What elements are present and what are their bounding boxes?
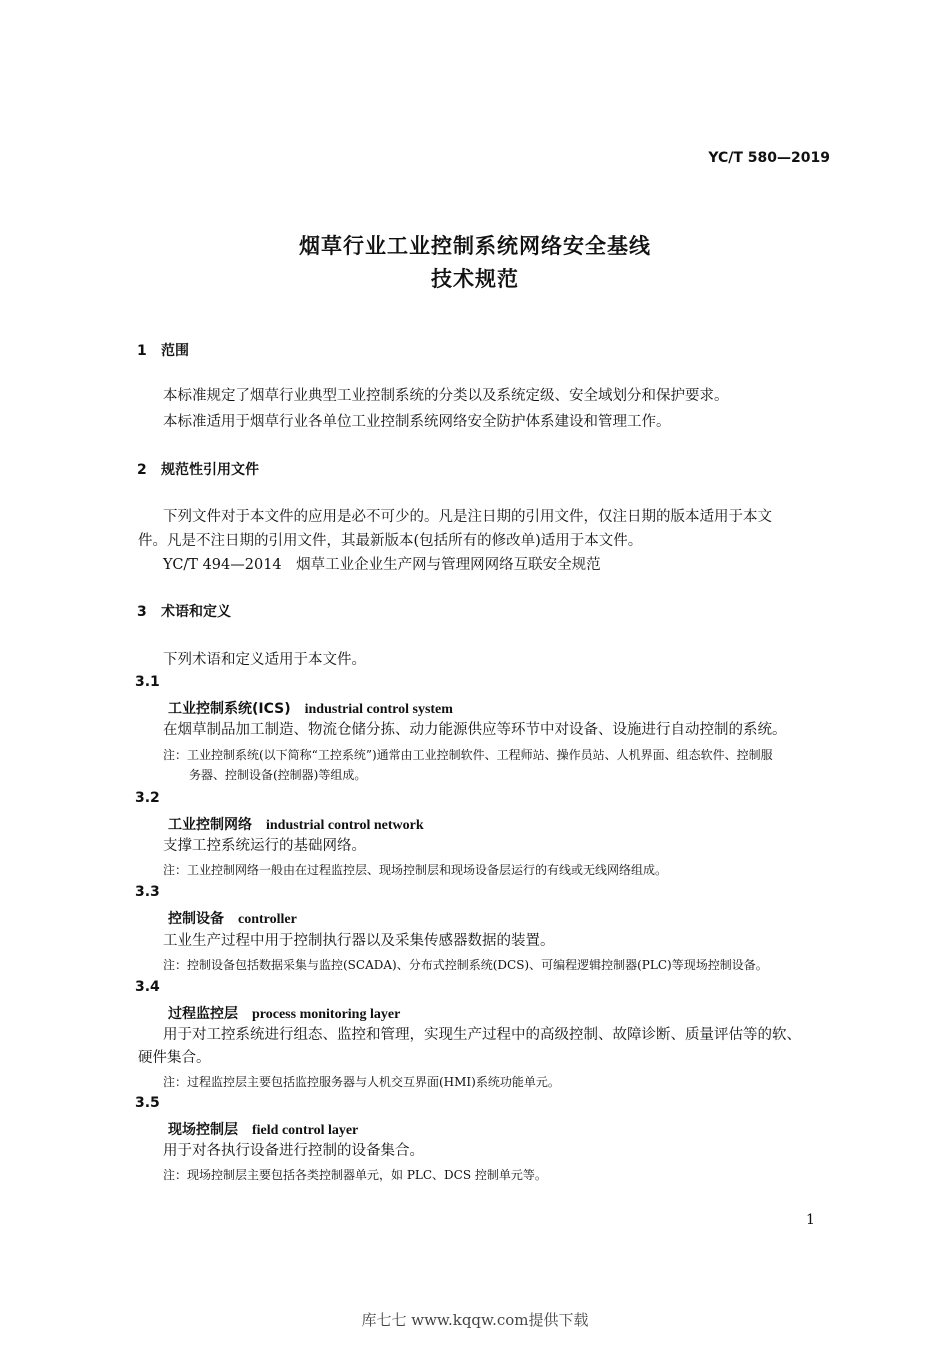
term-en: field control layer <box>252 1123 359 1138</box>
paragraph: 本标准规定了烟草行业典型工业控制系统的分类以及系统定级、安全域划分和保护要求。 <box>163 388 729 404</box>
term-note: 注：控制设备包括数据采集与监控(SCADA)、分布式控制系统(DCS)、可编程逻辑控制器(PLC)等现场控制设备。 <box>163 958 768 972</box>
term-en: industrial control system <box>304 702 453 717</box>
term-definition: 支撑工控系统运行的基础网络。 <box>163 838 366 854</box>
document-title-line2: 技术规范 <box>431 267 519 291</box>
section-title: 规范性引用文件 <box>161 462 259 478</box>
term-title <box>168 814 424 834</box>
term-note-continuation: 务器、控制设备(控制器)等组成。 <box>189 768 367 782</box>
term-en: industrial control network <box>266 818 424 833</box>
term-note: 注：工业控制网络一般由在过程监控层、现场控制层和现场设备层运行的有线或无线网络组成。 <box>163 863 668 877</box>
paragraph: 下列文件对于本文件的应用是必不可少的。凡是注日期的引用文件，仅注日期的版本适用于本文 <box>163 509 772 525</box>
term-zh: 控制设备 <box>168 911 224 927</box>
section-number: 3 <box>137 604 147 620</box>
term-title <box>168 908 297 928</box>
term-note: 注：工业控制系统(以下简称“工控系统”)通常由工业控制软件、工程师站、操作员站、人机界面、组态软件、控制服 <box>163 748 773 762</box>
term-en: controller <box>238 912 297 927</box>
page-number: 1 <box>806 1212 815 1228</box>
term-title <box>168 1119 358 1139</box>
term-number: 3.5 <box>135 1095 160 1111</box>
term-title <box>168 1003 400 1023</box>
term-zh: 过程监控层 <box>168 1006 238 1022</box>
section-title: 术语和定义 <box>161 604 231 620</box>
term-number: 3.3 <box>135 884 160 900</box>
section-3-heading <box>137 601 231 621</box>
term-definition: 在烟草制品加工制造、物流仓储分拣、动力能源供应等环节中对设备、设施进行自动控制的系统。 <box>163 722 787 738</box>
term-note: 注：现场控制层主要包括各类控制器单元，如 PLC、DCS 控制单元等。 <box>163 1168 547 1182</box>
standard-code: YC/T 580—2019 <box>708 150 830 166</box>
term-en: process monitoring layer <box>252 1007 401 1022</box>
paragraph: 本标准适用于烟草行业各单位工业控制系统网络安全防护体系建设和管理工作。 <box>163 414 671 430</box>
paragraph-continuation: 件。凡是不注日期的引用文件，其最新版本(包括所有的修改单)适用于本文件。 <box>138 533 643 549</box>
document-title-line1: 烟草行业工业控制系统网络安全基线 <box>299 234 651 258</box>
term-zh: 工业控制系统(ICS) <box>168 701 291 717</box>
download-footer: 库七七 www.kqqw.com提供下载 <box>361 1311 589 1329</box>
term-note: 注：过程监控层主要包括监控服务器与人机交互界面(HMI)系统功能单元。 <box>163 1075 560 1089</box>
term-title <box>168 698 453 718</box>
term-definition: 用于对各执行设备进行控制的设备集合。 <box>163 1143 424 1159</box>
term-zh: 现场控制层 <box>168 1122 238 1138</box>
section-1-heading <box>137 340 189 360</box>
term-number: 3.4 <box>135 979 160 995</box>
section-2-heading <box>137 459 259 479</box>
term-number: 3.1 <box>135 674 160 690</box>
section-number: 2 <box>137 462 147 478</box>
term-definition: 用于对工控系统进行组态、监控和管理，实现生产过程中的高级控制、故障诊断、质量评估等的软、 <box>163 1027 801 1043</box>
section-title: 范围 <box>161 343 189 359</box>
term-number: 3.2 <box>135 790 160 806</box>
term-definition: 工业生产过程中用于控制执行器以及采集传感器数据的装置。 <box>163 933 555 949</box>
paragraph: 下列术语和定义适用于本文件。 <box>163 652 366 668</box>
normative-reference: YC/T 494—2014 烟草工业企业生产网与管理网网络互联安全规范 <box>163 557 601 573</box>
term-definition-continuation: 硬件集合。 <box>138 1050 211 1066</box>
section-number: 1 <box>137 343 147 359</box>
term-zh: 工业控制网络 <box>168 817 252 833</box>
